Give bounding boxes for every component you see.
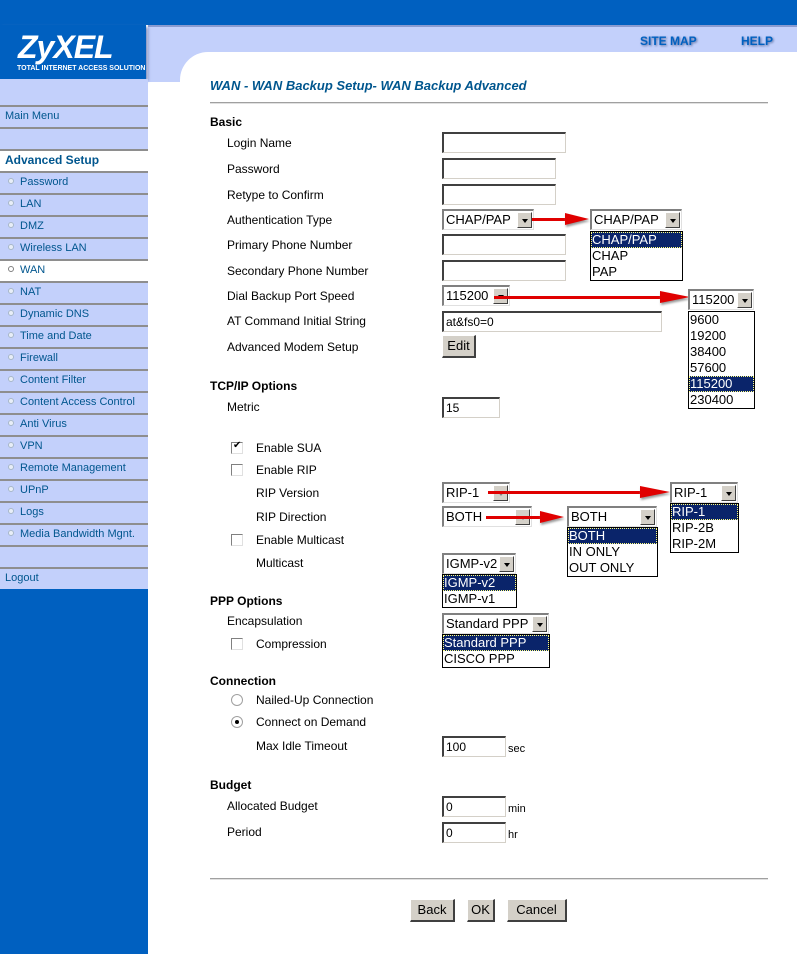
enable-sua-checkbox[interactable] — [231, 442, 243, 454]
sidebar-item-content-filter[interactable] — [0, 369, 148, 391]
dropdown-option[interactable]: RIP-2B — [672, 520, 714, 535]
period-unit: hr — [508, 829, 518, 841]
selected-value: 115200 — [692, 292, 735, 307]
dropdown-option[interactable]: IGMP-v2 — [443, 575, 516, 591]
annotation-arrow — [486, 516, 546, 519]
selected-value: CHAP/PAP — [594, 212, 659, 227]
bullet-icon — [8, 420, 14, 426]
rip-direction-label: RIP Direction — [256, 510, 327, 524]
sidebar-item-label: UPnP — [20, 484, 49, 496]
dropdown-option[interactable]: 115200 — [689, 376, 754, 392]
sidebar-item-nat[interactable] — [0, 281, 148, 303]
sidebar-item-label: Content Access Control — [20, 396, 135, 408]
multicast-dropdown-list — [442, 574, 517, 608]
at-command-label: AT Command Initial String — [227, 314, 366, 328]
sidebar-item-dynamic-dns[interactable] — [0, 303, 148, 325]
password-input[interactable] — [442, 158, 556, 179]
login-name-input[interactable] — [442, 132, 566, 153]
dropdown-option[interactable]: Standard PPP — [443, 635, 549, 651]
dropdown-option[interactable]: 19200 — [690, 328, 727, 343]
dropdown-option[interactable]: CHAP — [592, 248, 629, 263]
retype-label: Retype to Confirm — [227, 188, 324, 202]
chevron-down-icon[interactable] — [721, 485, 736, 501]
sidebar-item-label: DMZ — [20, 220, 44, 232]
zyxel-logo — [0, 25, 146, 79]
enable-rip-checkbox[interactable] — [231, 464, 243, 476]
rip-version-dropdown-list — [670, 503, 739, 553]
annotation-arrowhead-icon — [640, 486, 670, 498]
sidebar-item-wan[interactable] — [0, 259, 148, 281]
dropdown-option[interactable]: OUT ONLY — [569, 560, 635, 575]
connect-on-demand-radio[interactable] — [231, 716, 243, 728]
rip-version-select-expanded[interactable] — [670, 482, 738, 503]
page-title: WAN - WAN Backup Setup- WAN Backup Advanced — [210, 78, 527, 93]
content-panel-left — [148, 82, 188, 954]
edit-button[interactable]: Edit — [442, 335, 476, 358]
enable-multicast-checkbox[interactable] — [231, 534, 243, 546]
selected-value: RIP-1 — [674, 485, 708, 500]
annotation-arrowhead-icon — [540, 511, 564, 523]
enable-sua-label: Enable SUA — [256, 441, 322, 455]
sidebar-item-content-access-control[interactable] — [0, 391, 148, 413]
sidebar-item-label: Media Bandwidth Mgnt. — [20, 528, 135, 540]
chevron-down-icon[interactable] — [737, 292, 752, 308]
period-label: Period — [227, 825, 262, 839]
annotation-arrowhead-icon — [660, 291, 690, 303]
auth-type-select-expanded[interactable] — [590, 209, 682, 230]
chevron-down-icon[interactable] — [517, 212, 532, 228]
sidebar-item-logout[interactable]: Logout — [0, 567, 148, 589]
divider — [210, 102, 768, 104]
bullet-icon — [8, 200, 14, 206]
selected-value: Standard PPP — [446, 616, 529, 631]
sidebar-item-main-menu[interactable]: Main Menu — [0, 105, 148, 127]
bullet-icon — [8, 508, 14, 514]
modem-setup-label: Advanced Modem Setup — [227, 340, 359, 354]
back-button[interactable]: Back — [410, 899, 455, 922]
annotation-arrow — [488, 491, 644, 494]
chevron-down-icon[interactable] — [532, 616, 547, 632]
compression-label: Compression — [256, 637, 327, 651]
sidebar-item-lan[interactable] — [0, 193, 148, 215]
annotation-arrowhead-icon — [565, 213, 589, 225]
sidebar-spacer — [0, 79, 148, 105]
sidebar-item-label: Time and Date — [20, 330, 92, 342]
section-tcpip-heading: TCP/IP Options — [210, 379, 298, 393]
connect-on-demand-label: Connect on Demand — [256, 715, 367, 729]
encapsulation-dropdown-list — [442, 634, 550, 668]
allocated-budget-unit: min — [508, 803, 526, 815]
sidebar-item-label: Content Filter — [20, 374, 87, 386]
enable-rip-label: Enable RIP — [256, 463, 317, 477]
auth-type-label: Authentication Type — [227, 213, 333, 227]
bullet-icon — [8, 486, 14, 492]
bullet-icon — [8, 332, 14, 338]
bullet-icon — [8, 354, 14, 360]
auth-type-select[interactable] — [442, 209, 534, 230]
divider — [210, 878, 768, 880]
cancel-button[interactable]: Cancel — [507, 899, 567, 922]
dropdown-option[interactable]: 38400 — [690, 344, 727, 359]
dropdown-option[interactable]: RIP-1 — [671, 504, 738, 520]
sidebar-item-label: NAT — [20, 286, 42, 298]
sidebar-item-label: Logs — [20, 506, 44, 518]
sidebar-item-label: LAN — [20, 198, 42, 210]
dropdown-option[interactable]: CHAP/PAP — [591, 232, 682, 248]
sidebar — [0, 79, 148, 954]
login-name-label: Login Name — [227, 136, 292, 150]
bullet-icon — [8, 288, 14, 294]
dropdown-option[interactable]: PAP — [592, 264, 618, 279]
enable-multicast-label: Enable Multicast — [256, 533, 345, 547]
dropdown-option[interactable]: CISCO PPP — [444, 651, 515, 666]
rip-direction-select-expanded[interactable] — [567, 506, 657, 527]
sidebar-item-label: Firewall — [20, 352, 58, 364]
sidebar-item-label: Dynamic DNS — [20, 308, 90, 320]
header-band — [148, 25, 797, 52]
sidebar-item-label: Password — [20, 176, 69, 188]
site-map-link[interactable]: SITE MAP — [640, 34, 697, 48]
selected-value: BOTH — [446, 509, 483, 524]
sidebar-item-anti-virus[interactable] — [0, 413, 148, 435]
allocated-budget-input[interactable]: 0 — [442, 796, 506, 817]
logo-text: ZyXEL — [18, 29, 113, 65]
bullet-icon — [8, 244, 14, 250]
bullet-icon — [8, 442, 14, 448]
primary-phone-input[interactable] — [442, 234, 566, 255]
sidebar-item-label: Wireless LAN — [20, 242, 87, 254]
secondary-phone-input[interactable] — [442, 260, 566, 281]
bullet-icon — [8, 530, 14, 536]
sidebar-item-label: WAN — [20, 264, 46, 276]
chevron-down-icon[interactable] — [665, 212, 680, 228]
sidebar-item-time-and-date[interactable] — [0, 325, 148, 347]
top-bar — [0, 0, 797, 25]
section-budget-heading: Budget — [210, 778, 252, 792]
sidebar-item-label: Remote Management — [20, 462, 126, 474]
primary-phone-label: Primary Phone Number — [227, 238, 353, 252]
secondary-phone-label: Secondary Phone Number — [227, 264, 369, 278]
sidebar-item-media-bandwidth[interactable] — [0, 523, 148, 545]
selected-value: 115200 — [446, 288, 489, 303]
auth-type-dropdown-list — [590, 231, 683, 281]
rip-version-label: RIP Version — [256, 486, 320, 500]
bullet-icon — [8, 266, 14, 272]
port-speed-dropdown-list — [688, 311, 755, 409]
section-connection-heading: Connection — [210, 674, 276, 688]
multicast-label: Multicast — [256, 556, 304, 570]
dropdown-option[interactable]: 9600 — [690, 312, 719, 327]
allocated-budget-label: Allocated Budget — [227, 799, 318, 813]
sidebar-item-label: VPN — [20, 440, 43, 452]
dropdown-option[interactable]: BOTH — [568, 528, 657, 544]
encapsulation-select[interactable] — [442, 613, 549, 634]
rip-direction-dropdown-list — [567, 527, 658, 577]
bullet-icon — [8, 310, 14, 316]
sidebar-item-remote-management[interactable] — [0, 457, 148, 479]
chevron-down-icon[interactable] — [499, 556, 514, 572]
nailed-up-radio[interactable] — [231, 694, 243, 706]
bullet-icon — [8, 222, 14, 228]
selected-value: CHAP/PAP — [446, 212, 511, 227]
at-command-input[interactable]: at&fs0=0 — [442, 311, 662, 332]
nailed-up-label: Nailed-Up Connection — [256, 693, 374, 707]
compression-checkbox[interactable] — [231, 638, 243, 650]
bullet-icon — [8, 398, 14, 404]
encapsulation-label: Encapsulation — [227, 614, 303, 628]
max-idle-input[interactable]: 100 — [442, 736, 506, 757]
port-speed-select-expanded[interactable] — [688, 289, 754, 310]
sidebar-spacer — [0, 127, 148, 149]
port-speed-label: Dial Backup Port Speed — [227, 289, 355, 303]
dropdown-option[interactable]: IGMP-v1 — [444, 591, 496, 606]
bullet-icon — [8, 376, 14, 382]
ok-button[interactable]: OK — [467, 899, 495, 922]
sidebar-item-vpn[interactable] — [0, 435, 148, 457]
sidebar-item-label: Anti Virus — [20, 418, 67, 430]
sidebar-spacer — [0, 545, 148, 567]
period-input[interactable]: 0 — [442, 822, 506, 843]
max-idle-label: Max Idle Timeout — [256, 739, 348, 753]
section-basic-heading: Basic — [210, 115, 243, 129]
dropdown-option[interactable]: 57600 — [690, 360, 727, 375]
retype-password-input[interactable] — [442, 184, 556, 205]
password-label: Password — [227, 162, 280, 176]
sidebar-item-upnp[interactable] — [0, 479, 148, 501]
metric-label: Metric — [227, 400, 260, 414]
sidebar-item-firewall[interactable] — [0, 347, 148, 369]
bullet-icon — [8, 178, 14, 184]
dropdown-option[interactable]: 230400 — [690, 392, 734, 407]
selected-value: BOTH — [571, 509, 608, 524]
sidebar-heading-advanced-setup[interactable]: Advanced Setup — [0, 149, 148, 171]
dropdown-option[interactable]: IN ONLY — [569, 544, 621, 559]
max-idle-unit: sec — [508, 743, 526, 755]
sidebar-item-wireless-lan[interactable] — [0, 237, 148, 259]
annotation-arrow — [494, 296, 664, 299]
bullet-icon — [8, 464, 14, 470]
chevron-down-icon[interactable] — [640, 509, 655, 525]
section-ppp-heading: PPP Options — [210, 594, 283, 608]
selected-value: IGMP-v2 — [446, 556, 498, 571]
metric-input[interactable]: 15 — [442, 397, 500, 418]
dropdown-option[interactable]: RIP-2M — [672, 536, 717, 551]
logo-tagline: TOTAL INTERNET ACCESS SOLUTION — [17, 65, 146, 72]
multicast-select[interactable] — [442, 553, 516, 574]
sidebar-item-logs[interactable] — [0, 501, 148, 523]
help-link[interactable]: HELP — [741, 34, 774, 48]
sidebar-item-dmz[interactable] — [0, 215, 148, 237]
sidebar-item-password[interactable] — [0, 171, 148, 193]
selected-value: RIP-1 — [446, 485, 480, 500]
